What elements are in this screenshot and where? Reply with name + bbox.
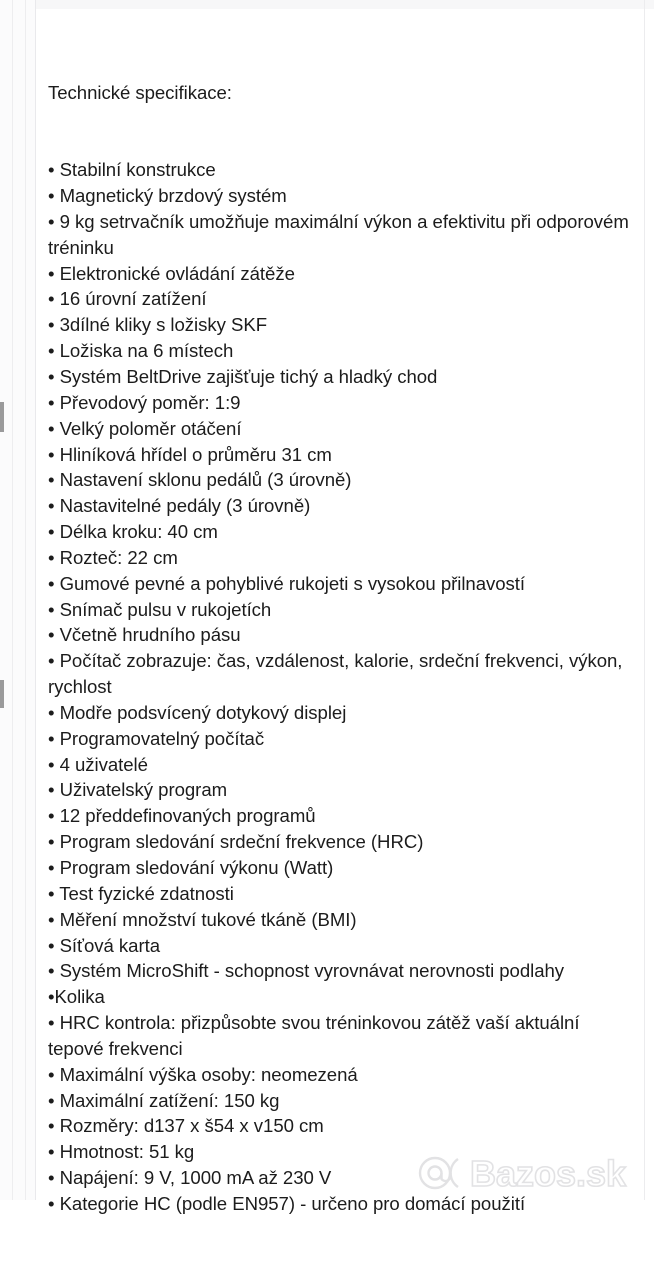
specification-line: • Ložiska na 6 místech xyxy=(48,340,234,362)
specification-line: • HRC kontrola: přizpůsobte svou tréninkovou zátěž vaší aktuální tepové frekvenci xyxy=(48,1012,585,1059)
left-gutter xyxy=(0,0,36,1200)
bazos-watermark xyxy=(414,1146,634,1200)
specification-line: • Magnetický brzdový systém xyxy=(48,185,287,207)
specification-line: • Maximální výška osoby: neomezená xyxy=(48,1063,358,1085)
specification-line: • Délka kroku: 40 cm xyxy=(48,521,218,543)
specification-line: • Převodový poměr: 1:9 xyxy=(48,391,241,413)
specification-line: • Systém MicroShift - schopnost vyrovnávat nerovnosti podlahy xyxy=(48,960,565,982)
specification-line: • Uživatelský program xyxy=(48,779,228,801)
specification-line: • Test fyzické zdatnosti xyxy=(48,882,234,904)
specification-line: • Síťová karta xyxy=(48,934,160,956)
specification-list xyxy=(48,157,636,1217)
specification-line: • Snímač pulsu v rukojetích xyxy=(48,598,272,620)
watermark-label: Bazos.sk xyxy=(470,1153,627,1194)
page-top-strip xyxy=(0,0,654,9)
specification-line: • 3dílné kliky s ložisky SKF xyxy=(48,314,268,336)
specification-line: • Program sledování výkonu (Watt) xyxy=(48,857,334,878)
specification-line: • 12 předdefinovaných programů xyxy=(48,805,316,827)
specification-line: • Včetně hrudního pásu xyxy=(48,624,241,646)
specification-line: •Kolika xyxy=(48,986,105,1008)
specification-line: • Měření množství tukové tkáně (BMI) xyxy=(48,908,357,930)
specification-text-block xyxy=(48,28,636,1269)
specification-line: • 4 uživatelé xyxy=(48,753,148,775)
specification-line: • Maximální zatížení: 150 kg xyxy=(48,1089,280,1111)
specification-line: • Napájení: 9 V, 1000 mA až 230 V xyxy=(48,1167,332,1189)
specification-line: • Počítač zobrazuje: čas, vzdálenost, kalorie, srdeční frekvenci, výkon, rychlost xyxy=(48,650,628,698)
specification-line: • Rozměry: d137 x š54 x v150 cm xyxy=(48,1115,324,1137)
specification-line: • Programovatelný počítač xyxy=(48,727,265,749)
specification-line: • 9 kg setrvačník umožňuje maximální výkon a efektivitu při odporovém tréninku xyxy=(48,210,634,258)
specification-card xyxy=(36,9,644,1214)
specification-line: • 16 úrovní zatížení xyxy=(48,288,207,310)
specification-line: • Nastavitelné pedály (3 úrovně) xyxy=(48,495,311,517)
specification-line: • Kategorie HC (podle EN957) - určeno pro domácí použití xyxy=(48,1192,526,1214)
specification-line: • Rozteč: 22 cm xyxy=(48,546,178,568)
specification-line: • Program sledování srdeční frekvence (HRC) xyxy=(48,831,424,853)
adjacent-panel-fragment-upper xyxy=(0,402,4,432)
specification-line: • Systém BeltDrive zajišťuje tichý a hladký chod xyxy=(48,365,438,387)
gutter-rule-middle xyxy=(25,0,26,1200)
specification-line: • Modře podsvícený dotykový displej xyxy=(48,701,347,723)
specification-line: • Stabilní konstrukce xyxy=(48,159,216,181)
specification-line: • Velký poloměr otáčení xyxy=(48,417,242,439)
specification-heading: Technické specifikace: xyxy=(48,81,232,103)
specification-line: • Nastavení sklonu pedálů (3 úrovně) xyxy=(48,469,352,491)
specification-line: • Gumové pevné a pohyblivé rukojeti s vysokou přilnavostí xyxy=(48,572,526,594)
right-edge-rule xyxy=(644,0,645,1200)
adjacent-panel-fragment-lower xyxy=(0,680,4,708)
specification-line: • Elektronické ovládání zátěže xyxy=(48,262,295,284)
gutter-rule-outer xyxy=(12,0,13,1200)
specification-line: • Hmotnost: 51 kg xyxy=(48,1141,195,1163)
specification-line: • Hliníková hřídel o průměru 31 cm xyxy=(48,443,332,465)
